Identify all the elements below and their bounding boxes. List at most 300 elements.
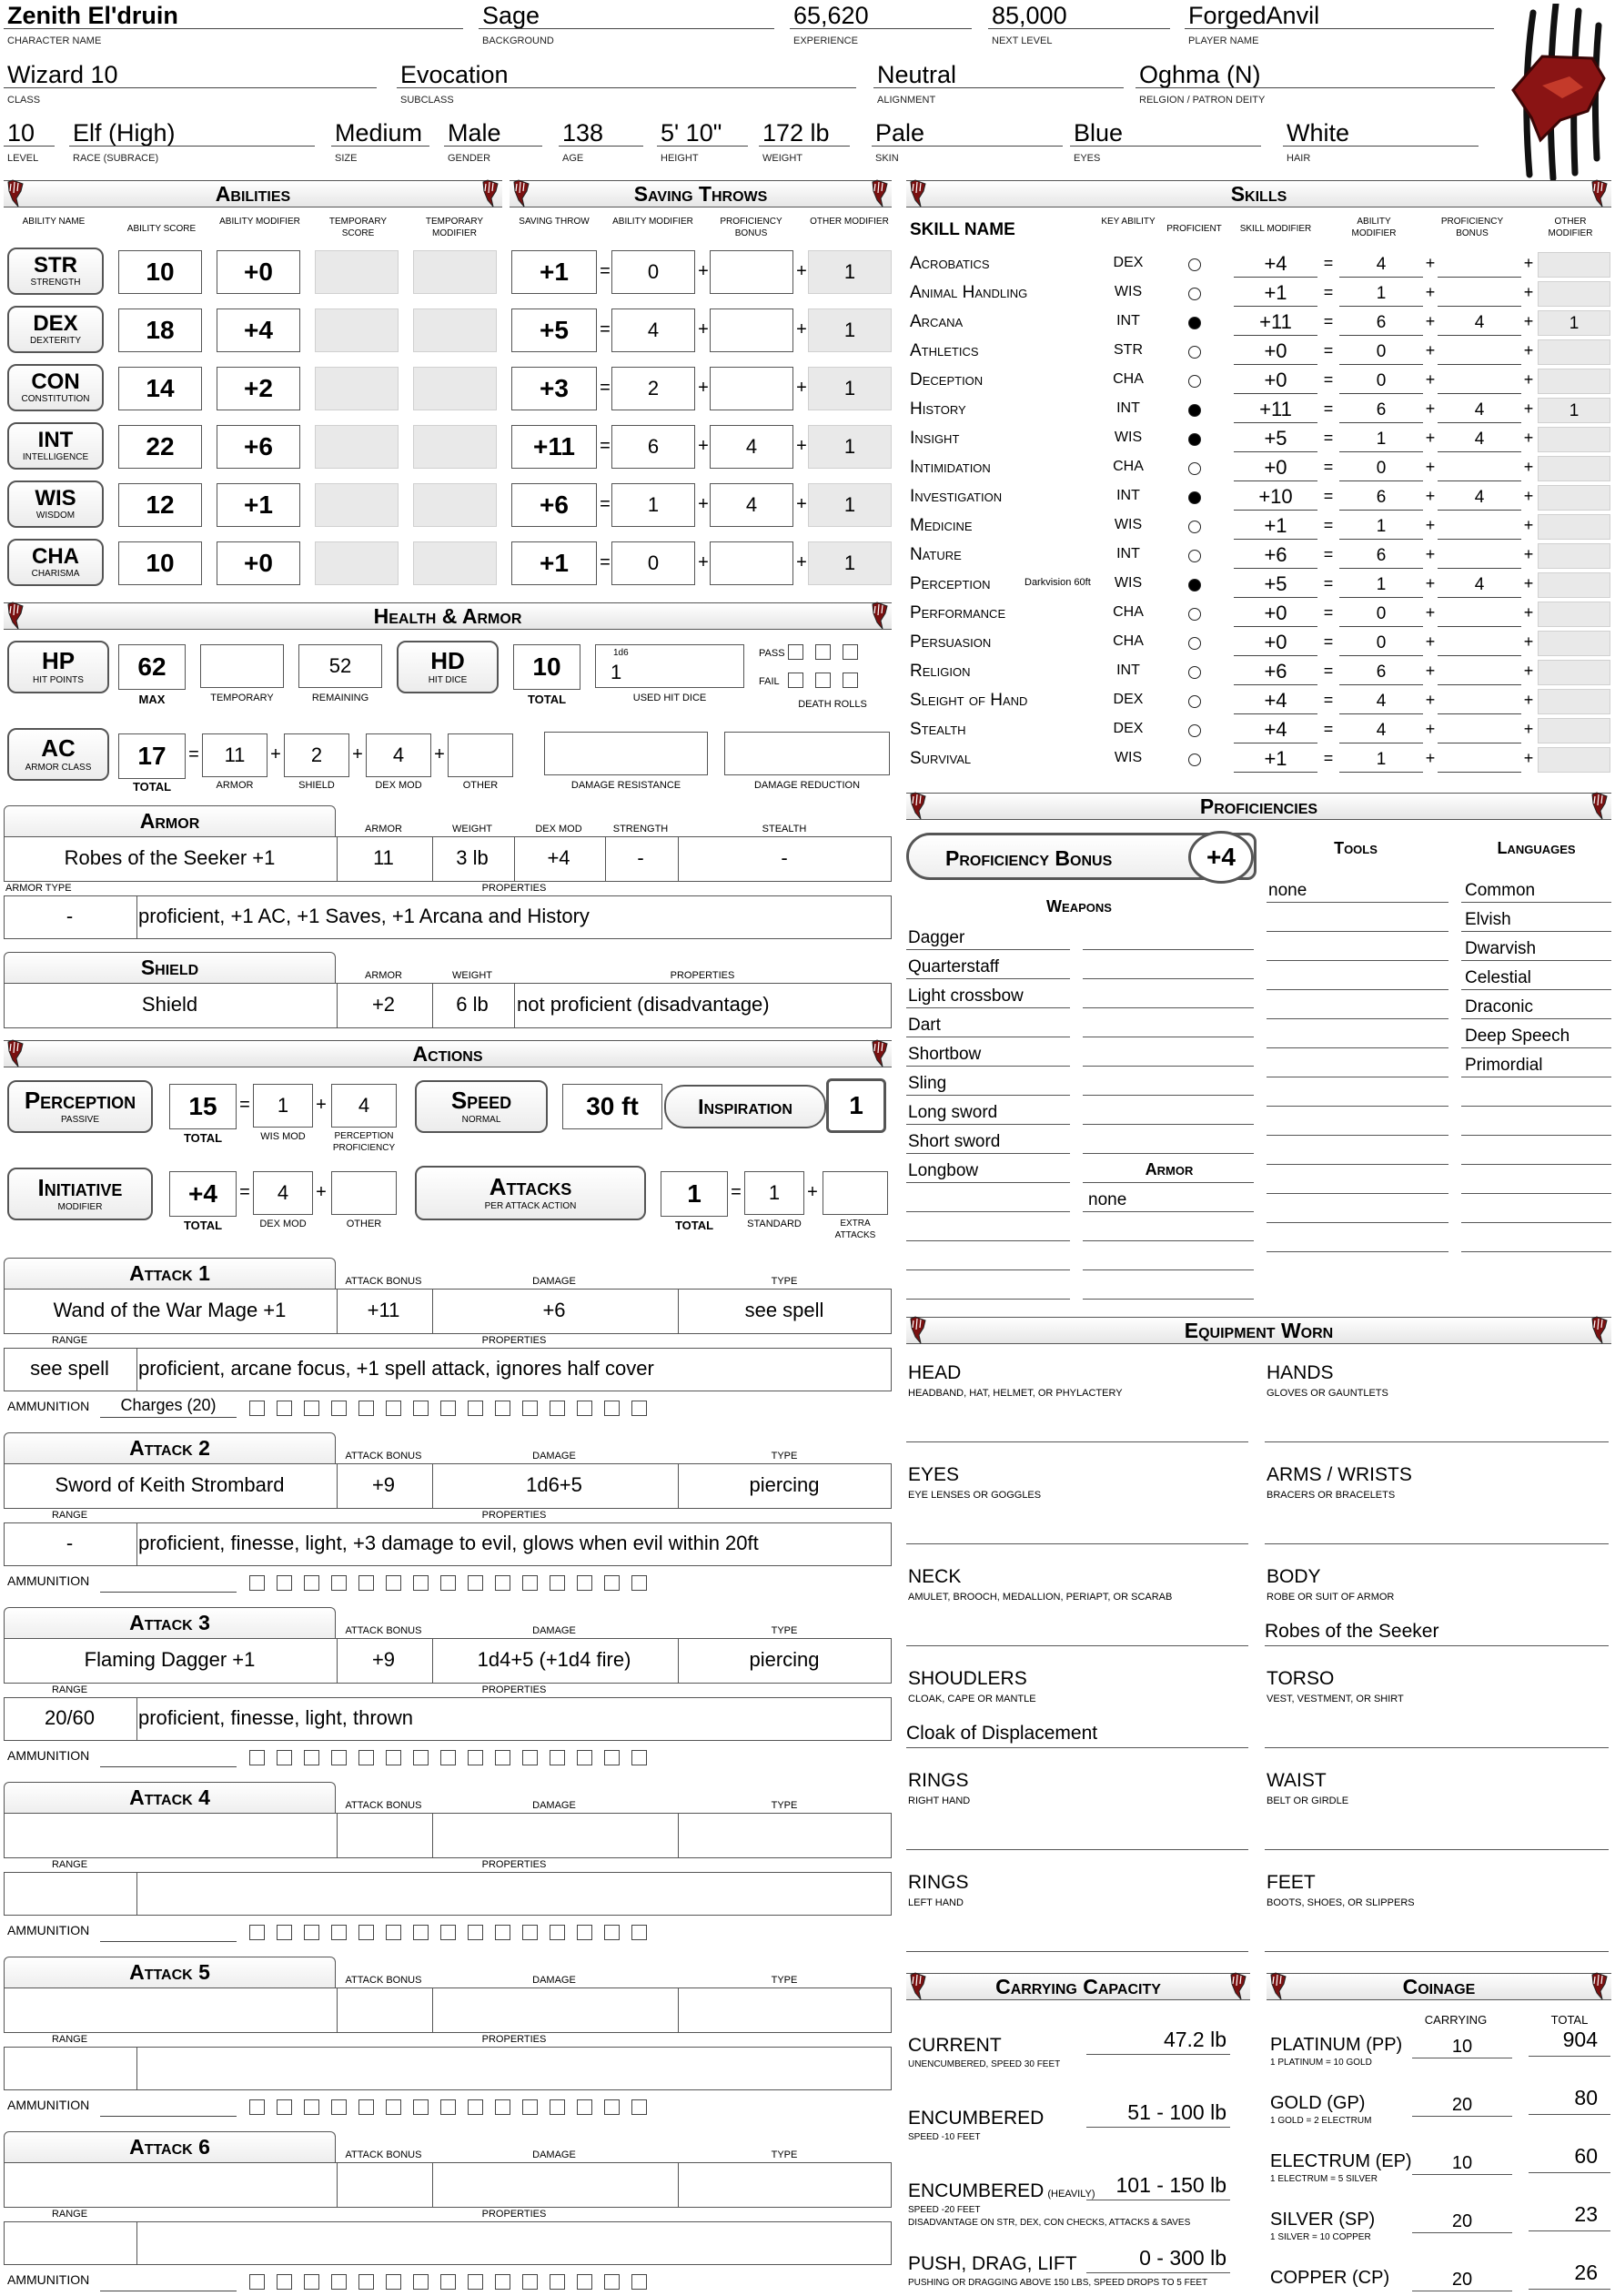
language-line[interactable]: Primordial bbox=[1461, 1056, 1611, 1077]
skin-field[interactable]: Pale bbox=[872, 121, 1063, 147]
eyes-field[interactable]: Blue bbox=[1070, 121, 1261, 147]
equipment-slot-value[interactable] bbox=[906, 1619, 1248, 1646]
ability-modifier[interactable]: +0 bbox=[217, 541, 300, 585]
skill-modifier[interactable]: +0 bbox=[1234, 339, 1317, 365]
skill-modifier[interactable]: +4 bbox=[1234, 718, 1317, 743]
death-pass-boxes[interactable] bbox=[788, 644, 870, 664]
language-line[interactable] bbox=[1461, 1172, 1611, 1194]
attack-bonus-caption: ATTACK BONUS bbox=[345, 1451, 422, 1462]
coin-total[interactable]: 904 bbox=[1529, 2028, 1610, 2057]
attack-row[interactable] bbox=[4, 1988, 892, 2033]
ammunition-checkboxes[interactable] bbox=[249, 2099, 659, 2119]
ability-modifier[interactable]: +4 bbox=[217, 308, 300, 352]
attack-row[interactable] bbox=[4, 2162, 892, 2208]
language-line[interactable] bbox=[1461, 1085, 1611, 1107]
skill-prof-bonus[interactable] bbox=[1438, 747, 1521, 773]
skill-modifier[interactable]: +4 bbox=[1234, 252, 1317, 278]
speed-field[interactable]: 30 ft bbox=[562, 1084, 662, 1129]
armor-prof-line[interactable] bbox=[1083, 1278, 1254, 1300]
weapon-line[interactable]: Quarterstaff bbox=[906, 957, 1070, 979]
temp-modifier[interactable] bbox=[413, 483, 497, 527]
proficient-checkbox[interactable] bbox=[1188, 579, 1201, 592]
armor-prof-line[interactable] bbox=[1083, 1249, 1254, 1270]
coin-carrying[interactable]: 20 bbox=[1412, 2091, 1512, 2117]
coin-total[interactable]: 60 bbox=[1529, 2144, 1610, 2173]
initiative-other-field[interactable] bbox=[331, 1171, 397, 1215]
player-name-field[interactable]: ForgedAnvil bbox=[1185, 4, 1494, 29]
skill-prof-bonus[interactable] bbox=[1438, 252, 1521, 278]
proficient-checkbox[interactable] bbox=[1188, 550, 1201, 562]
language-line[interactable]: Elvish bbox=[1461, 910, 1611, 932]
ac-dex-field[interactable]: 4 bbox=[366, 733, 431, 777]
skill-other-mod[interactable]: 1 bbox=[1538, 398, 1610, 423]
death-fail-boxes[interactable] bbox=[788, 673, 870, 693]
skill-other-mod[interactable] bbox=[1538, 543, 1610, 569]
attacks-total-field[interactable]: 1 bbox=[661, 1171, 728, 1217]
weapon-line-blank[interactable] bbox=[1083, 1103, 1254, 1125]
coin-total[interactable]: 23 bbox=[1529, 2202, 1610, 2231]
temp-score[interactable] bbox=[315, 250, 399, 294]
skill-key-ability: WIS bbox=[1114, 517, 1143, 532]
temp-modifier[interactable] bbox=[413, 367, 497, 410]
skill-prof-bonus[interactable] bbox=[1438, 689, 1521, 714]
equipment-slot-value[interactable] bbox=[906, 1517, 1248, 1544]
equipment-slot-hint: BOOTS, SHOES, OR SLIPPERS bbox=[1267, 1897, 1415, 1908]
attack-damage-caption: DAMAGE bbox=[532, 1975, 576, 1986]
skill-modifier[interactable]: +0 bbox=[1234, 602, 1317, 627]
equipment-slot-value[interactable] bbox=[1265, 1925, 1609, 1952]
save-ability-mod[interactable]: 2 bbox=[611, 367, 695, 410]
armor-prof-line-blank[interactable] bbox=[906, 1219, 1070, 1241]
language-line[interactable]: Celestial bbox=[1461, 968, 1611, 990]
skill-ability-mod[interactable]: 1 bbox=[1339, 514, 1423, 540]
ammunition-checkboxes[interactable] bbox=[249, 1750, 659, 1770]
class-field[interactable]: Wizard 10 bbox=[4, 63, 377, 88]
skill-ability-mod[interactable]: 6 bbox=[1339, 310, 1423, 336]
carry-label-qualifier: (HEAVILY) bbox=[1047, 2189, 1095, 2200]
tool-line[interactable] bbox=[1267, 939, 1448, 961]
coin-total[interactable]: 26 bbox=[1529, 2261, 1610, 2290]
temp-score[interactable] bbox=[315, 425, 399, 469]
skills-header bbox=[906, 180, 1611, 207]
armor-prof-line[interactable]: none bbox=[1083, 1190, 1254, 1212]
skill-modifier[interactable]: +5 bbox=[1234, 427, 1317, 452]
saving-throw-total[interactable]: +5 bbox=[511, 308, 597, 352]
skill-prof-bonus[interactable] bbox=[1438, 514, 1521, 540]
proficiency-bonus-label: Proficiency Bonus bbox=[945, 846, 1113, 870]
equipment-slot-value[interactable]: Robes of the Seeker bbox=[1265, 1619, 1609, 1646]
ability-modifier[interactable]: +0 bbox=[217, 250, 300, 294]
level-field[interactable]: 10 bbox=[4, 121, 55, 147]
proficient-checkbox[interactable] bbox=[1188, 258, 1201, 271]
skill-modifier[interactable]: +1 bbox=[1234, 281, 1317, 307]
skill-prof-bonus[interactable] bbox=[1438, 660, 1521, 685]
tool-line[interactable] bbox=[1267, 1085, 1448, 1107]
saving-throw-total[interactable]: +1 bbox=[511, 541, 597, 585]
proficient-checkbox[interactable] bbox=[1188, 754, 1201, 766]
skill-ability-mod[interactable]: 6 bbox=[1339, 543, 1423, 569]
attacks-standard-field[interactable]: 1 bbox=[744, 1171, 804, 1215]
skill-ability-mod[interactable]: 4 bbox=[1339, 718, 1423, 743]
skill-modifier[interactable]: +10 bbox=[1234, 485, 1317, 511]
save-prof-bonus[interactable]: 4 bbox=[710, 425, 793, 469]
attack-properties-row[interactable] bbox=[4, 1697, 892, 1741]
skill-modifier[interactable]: +0 bbox=[1234, 631, 1317, 656]
proficient-checkbox[interactable] bbox=[1188, 317, 1201, 329]
skill-prof-bonus[interactable]: 4 bbox=[1438, 398, 1521, 423]
save-other-mod[interactable]: 1 bbox=[808, 367, 892, 410]
skill-modifier[interactable]: +1 bbox=[1234, 747, 1317, 773]
tool-line-blank[interactable] bbox=[1267, 1172, 1448, 1194]
alignment-field[interactable]: Neutral bbox=[873, 63, 1124, 88]
hp-max-field[interactable]: 62 bbox=[118, 644, 186, 690]
save-other-mod[interactable]: 1 bbox=[808, 250, 892, 294]
temp-modifier[interactable] bbox=[413, 425, 497, 469]
weapon-line-blank[interactable] bbox=[1083, 1132, 1254, 1154]
weapon-line[interactable]: Longbow bbox=[906, 1161, 1070, 1183]
skill-key-ability: STR bbox=[1114, 342, 1143, 358]
skill-other-mod[interactable] bbox=[1538, 281, 1610, 307]
skill-other-mod[interactable] bbox=[1538, 718, 1610, 743]
save-other-mod[interactable]: 1 bbox=[808, 425, 892, 469]
proficient-checkbox[interactable] bbox=[1188, 375, 1201, 388]
armor-prof-line-blank[interactable] bbox=[906, 1249, 1070, 1270]
proficient-checkbox[interactable] bbox=[1188, 695, 1201, 708]
equipment-slot-label: FEET bbox=[1267, 1872, 1316, 1893]
skill-other-mod[interactable] bbox=[1538, 572, 1610, 598]
skill-ability-mod[interactable]: 0 bbox=[1339, 631, 1423, 656]
damage-reduction-field[interactable] bbox=[724, 732, 890, 775]
skill-ability-mod[interactable]: 6 bbox=[1339, 660, 1423, 685]
proficient-checkbox[interactable] bbox=[1188, 491, 1201, 504]
equals-sign: = bbox=[1323, 545, 1334, 563]
ability-modifier[interactable]: +6 bbox=[217, 425, 300, 469]
proficient-checkbox[interactable] bbox=[1188, 288, 1201, 300]
armor-prof-line-blank[interactable] bbox=[906, 1190, 1070, 1212]
skill-other-mod[interactable] bbox=[1538, 631, 1610, 656]
proficient-checkbox[interactable] bbox=[1188, 608, 1201, 621]
col-ability-score: ABILITY SCORE bbox=[126, 224, 197, 234]
skill-ability-mod[interactable]: 1 bbox=[1339, 427, 1423, 452]
skill-modifier[interactable]: +1 bbox=[1234, 514, 1317, 540]
skill-modifier[interactable]: +5 bbox=[1234, 572, 1317, 598]
attack-bonus-caption: ATTACK BONUS bbox=[345, 2149, 422, 2160]
skill-prof-bonus[interactable]: 4 bbox=[1438, 572, 1521, 598]
ac-total-field[interactable]: 17 bbox=[118, 733, 186, 779]
equipment-slot-value[interactable] bbox=[906, 1925, 1248, 1952]
proficient-checkbox[interactable] bbox=[1188, 666, 1201, 679]
language-line[interactable]: Dwarvish bbox=[1461, 939, 1611, 961]
equipment-slot-value[interactable] bbox=[906, 1823, 1248, 1850]
skill-other-mod[interactable] bbox=[1538, 369, 1610, 394]
ammunition-field[interactable] bbox=[100, 2095, 237, 2117]
saving-throw-total[interactable]: +3 bbox=[511, 367, 597, 410]
skill-prof-bonus[interactable] bbox=[1438, 718, 1521, 743]
save-prof-bonus[interactable] bbox=[710, 250, 793, 294]
skill-name: Insight bbox=[910, 429, 960, 448]
height-field[interactable]: 5' 10" bbox=[657, 121, 748, 147]
save-ability-mod[interactable]: 6 bbox=[611, 425, 695, 469]
skill-prof-bonus[interactable]: 4 bbox=[1438, 485, 1521, 511]
tool-line-blank[interactable] bbox=[1267, 1114, 1448, 1136]
proficient-checkbox[interactable] bbox=[1188, 346, 1201, 359]
age-field[interactable]: 138 bbox=[559, 121, 643, 147]
skill-ability-mod[interactable]: 1 bbox=[1339, 281, 1423, 307]
save-prof-bonus[interactable] bbox=[710, 541, 793, 585]
skill-other-mod[interactable] bbox=[1538, 689, 1610, 714]
initiative-sublabel: MODIFIER bbox=[57, 1202, 103, 1212]
skill-other-mod[interactable] bbox=[1538, 456, 1610, 481]
armor-prof-line[interactable] bbox=[1083, 1219, 1254, 1241]
attacks-extra-field[interactable] bbox=[823, 1171, 888, 1215]
save-ability-mod[interactable]: 4 bbox=[611, 308, 695, 352]
weapon-line-blank[interactable] bbox=[1083, 1016, 1254, 1037]
carry-value[interactable]: 51 - 100 lb bbox=[1086, 2100, 1230, 2128]
skill-prof-bonus[interactable] bbox=[1438, 281, 1521, 307]
plus-sign: + bbox=[698, 436, 709, 456]
save-prof-bonus[interactable] bbox=[710, 308, 793, 352]
language-line[interactable]: Common bbox=[1461, 881, 1611, 903]
skill-modifier[interactable]: +0 bbox=[1234, 456, 1317, 481]
equipment-slot-value[interactable]: Cloak of Displacement bbox=[906, 1721, 1248, 1748]
skill-ability-mod[interactable]: 0 bbox=[1339, 602, 1423, 627]
race-field[interactable]: Elf (High) bbox=[69, 121, 315, 147]
skill-other-mod[interactable] bbox=[1538, 514, 1610, 540]
save-ability-mod[interactable]: 0 bbox=[611, 250, 695, 294]
ability-score[interactable]: 12 bbox=[118, 483, 202, 527]
equipment-slot-value[interactable] bbox=[1265, 1721, 1609, 1748]
skill-ability-mod[interactable]: 0 bbox=[1339, 456, 1423, 481]
ammunition-field[interactable] bbox=[100, 1745, 237, 1767]
coin-carrying[interactable]: 20 bbox=[1412, 2208, 1512, 2233]
armor-prof-line-blank[interactable] bbox=[906, 1278, 1070, 1300]
proficient-checkbox[interactable] bbox=[1188, 521, 1201, 533]
ability-score[interactable]: 14 bbox=[118, 367, 202, 410]
proficient-checkbox[interactable] bbox=[1188, 724, 1201, 737]
equipment-slot-value[interactable] bbox=[906, 1415, 1248, 1442]
skill-ability-mod[interactable]: 6 bbox=[1339, 398, 1423, 423]
gender-field[interactable]: Male bbox=[444, 121, 542, 147]
skill-prof-bonus[interactable]: 4 bbox=[1438, 310, 1521, 336]
skill-prof-bonus[interactable]: 4 bbox=[1438, 427, 1521, 452]
skill-ability-mod[interactable]: 1 bbox=[1339, 572, 1423, 598]
tool-line[interactable] bbox=[1267, 997, 1448, 1019]
save-other-mod[interactable]: 1 bbox=[808, 483, 892, 527]
subclass-field[interactable]: Evocation bbox=[397, 63, 856, 88]
plus-sign: + bbox=[1523, 545, 1534, 563]
background-field[interactable]: Sage bbox=[479, 4, 774, 29]
weapon-line-blank[interactable] bbox=[1083, 1045, 1254, 1067]
carry-value[interactable]: 101 - 150 lb bbox=[1086, 2173, 1230, 2200]
initiative-total-field[interactable]: +4 bbox=[169, 1171, 237, 1217]
ac-shield-field[interactable]: 2 bbox=[284, 733, 349, 777]
next-level-field[interactable]: 85,000 bbox=[988, 4, 1170, 29]
skill-modifier[interactable]: +11 bbox=[1234, 398, 1317, 423]
skill-prof-bonus[interactable] bbox=[1438, 543, 1521, 569]
ammunition-field[interactable] bbox=[100, 1571, 237, 1593]
tool-line[interactable] bbox=[1267, 1056, 1448, 1077]
skill-prof-bonus[interactable] bbox=[1438, 339, 1521, 365]
skill-other-mod[interactable] bbox=[1538, 485, 1610, 511]
ammunition-field[interactable] bbox=[100, 1920, 237, 1942]
character-name-field[interactable]: Zenith El'druin bbox=[4, 4, 463, 29]
passive-perception-field[interactable]: 15 bbox=[169, 1084, 237, 1129]
hp-temporary-field[interactable] bbox=[200, 644, 284, 688]
save-ability-mod[interactable]: 1 bbox=[611, 483, 695, 527]
weapon-line[interactable]: Dagger bbox=[906, 928, 1070, 950]
weapon-line-blank[interactable] bbox=[1083, 986, 1254, 1008]
language-line[interactable] bbox=[1461, 1230, 1611, 1252]
weapon-line-blank[interactable] bbox=[1083, 1074, 1254, 1096]
ability-modifier[interactable]: +1 bbox=[217, 483, 300, 527]
attack-row[interactable] bbox=[4, 1813, 892, 1858]
skill-ability-mod[interactable]: 0 bbox=[1339, 339, 1423, 365]
language-line[interactable]: Deep Speech bbox=[1461, 1027, 1611, 1048]
saving-throw-total[interactable]: +1 bbox=[511, 250, 597, 294]
proficient-checkbox[interactable] bbox=[1188, 433, 1201, 446]
skill-prof-bonus[interactable] bbox=[1438, 369, 1521, 394]
weapon-line[interactable]: Dart bbox=[906, 1016, 1070, 1037]
tool-line-blank[interactable] bbox=[1267, 1201, 1448, 1223]
temp-score[interactable] bbox=[315, 483, 399, 527]
skill-modifier[interactable]: +6 bbox=[1234, 543, 1317, 569]
ammunition-checkboxes[interactable] bbox=[249, 2274, 659, 2294]
size-field[interactable]: Medium bbox=[331, 121, 429, 147]
tool-line[interactable] bbox=[1267, 1027, 1448, 1048]
temp-score[interactable] bbox=[315, 367, 399, 410]
tool-line-blank[interactable] bbox=[1267, 1143, 1448, 1165]
skill-ability-mod[interactable]: 4 bbox=[1339, 689, 1423, 714]
skill-modifier[interactable]: +6 bbox=[1234, 660, 1317, 685]
skill-other-mod[interactable] bbox=[1538, 252, 1610, 278]
skill-prof-bonus[interactable] bbox=[1438, 631, 1521, 656]
weapon-line[interactable]: Light crossbow bbox=[906, 986, 1070, 1008]
hair-field[interactable]: White bbox=[1283, 121, 1479, 147]
weapon-line[interactable]: Sling bbox=[906, 1074, 1070, 1096]
skill-other-mod[interactable] bbox=[1538, 339, 1610, 365]
skill-other-mod[interactable] bbox=[1538, 747, 1610, 773]
save-prof-bonus[interactable]: 4 bbox=[710, 483, 793, 527]
skill-modifier[interactable]: +11 bbox=[1234, 310, 1317, 336]
skill-ability-mod[interactable]: 6 bbox=[1339, 485, 1423, 511]
save-other-mod[interactable]: 1 bbox=[808, 308, 892, 352]
skill-other-mod[interactable]: 1 bbox=[1538, 310, 1610, 336]
save-prof-bonus[interactable] bbox=[710, 367, 793, 410]
temp-modifier[interactable] bbox=[413, 250, 497, 294]
gender-label: GENDER bbox=[448, 153, 491, 164]
carry-value[interactable]: 0 - 300 lb bbox=[1086, 2246, 1230, 2273]
inspiration-field[interactable]: 1 bbox=[826, 1078, 886, 1133]
carry-value[interactable]: 47.2 lb bbox=[1086, 2028, 1230, 2055]
coin-carrying[interactable]: 10 bbox=[1412, 2033, 1512, 2058]
skill-prof-bonus[interactable] bbox=[1438, 602, 1521, 627]
equipment-slot-value[interactable] bbox=[1265, 1823, 1609, 1850]
experience-field[interactable]: 65,620 bbox=[790, 4, 972, 29]
proficient-checkbox[interactable] bbox=[1188, 462, 1201, 475]
coin-carrying[interactable]: 10 bbox=[1412, 2149, 1512, 2175]
proficient-checkbox[interactable] bbox=[1188, 637, 1201, 650]
temp-score[interactable] bbox=[315, 541, 399, 585]
language-line[interactable] bbox=[1461, 1114, 1611, 1136]
language-line[interactable] bbox=[1461, 1201, 1611, 1223]
ammunition-field[interactable] bbox=[100, 2270, 237, 2291]
plus-sign: + bbox=[1523, 283, 1534, 301]
saving-throw-total[interactable]: +11 bbox=[511, 425, 597, 469]
weapon-line-blank[interactable] bbox=[1083, 1161, 1254, 1183]
weapon-line[interactable]: Shortbow bbox=[906, 1045, 1070, 1067]
save-ability-mod[interactable]: 0 bbox=[611, 541, 695, 585]
temp-score[interactable] bbox=[315, 308, 399, 352]
weapon-line-blank[interactable] bbox=[1083, 957, 1254, 979]
temp-modifier[interactable] bbox=[413, 308, 497, 352]
skill-ability-mod[interactable]: 1 bbox=[1339, 747, 1423, 773]
ability-score[interactable]: 18 bbox=[118, 308, 202, 352]
tool-line-blank[interactable] bbox=[1267, 1230, 1448, 1252]
coin-carrying[interactable]: 20 bbox=[1412, 2266, 1512, 2291]
weapon-line-blank[interactable] bbox=[1083, 928, 1254, 950]
weapon-line[interactable]: Long sword bbox=[906, 1103, 1070, 1125]
language-line[interactable]: Draconic bbox=[1461, 997, 1611, 1019]
ability-modifier[interactable]: +2 bbox=[217, 367, 300, 410]
perception-wis-field[interactable]: 1 bbox=[253, 1084, 313, 1128]
skill-ability-mod[interactable]: 0 bbox=[1339, 369, 1423, 394]
hd-total-field[interactable]: 10 bbox=[513, 644, 580, 690]
ammunition-checkboxes[interactable] bbox=[249, 1401, 659, 1421]
ac-armor-field[interactable]: 11 bbox=[202, 733, 267, 777]
saving-throw-total[interactable]: +6 bbox=[511, 483, 597, 527]
equipment-slot-value[interactable] bbox=[1265, 1517, 1609, 1544]
religion-field[interactable]: Oghma (N) bbox=[1136, 63, 1495, 88]
ability-score[interactable]: 22 bbox=[118, 425, 202, 469]
ability-score[interactable]: 10 bbox=[118, 541, 202, 585]
damage-resistance-field[interactable] bbox=[544, 732, 708, 775]
skill-other-mod[interactable] bbox=[1538, 660, 1610, 685]
proficient-checkbox[interactable] bbox=[1188, 404, 1201, 417]
skill-prof-bonus[interactable] bbox=[1438, 456, 1521, 481]
tool-line[interactable]: none bbox=[1267, 881, 1448, 903]
attack-properties-row[interactable] bbox=[4, 1872, 892, 1916]
ability-score[interactable]: 10 bbox=[118, 250, 202, 294]
ac-other-field[interactable] bbox=[448, 733, 513, 777]
language-line[interactable] bbox=[1461, 1143, 1611, 1165]
initiative-dex-field[interactable]: 4 bbox=[253, 1171, 313, 1215]
attack-properties-row[interactable] bbox=[4, 2221, 892, 2265]
skill-other-mod[interactable] bbox=[1538, 602, 1610, 627]
weight-field[interactable]: 172 lb bbox=[759, 121, 850, 147]
coin-total[interactable]: 80 bbox=[1529, 2086, 1610, 2115]
save-other-mod[interactable]: 1 bbox=[808, 541, 892, 585]
temp-modifier[interactable] bbox=[413, 541, 497, 585]
equipment-slot-value[interactable] bbox=[1265, 1415, 1609, 1442]
skill-modifier[interactable]: +4 bbox=[1234, 689, 1317, 714]
skill-other-mod[interactable] bbox=[1538, 427, 1610, 452]
proficiency-bonus-value[interactable]: +4 bbox=[1188, 831, 1254, 884]
skill-ability-mod[interactable]: 4 bbox=[1339, 252, 1423, 278]
tool-line[interactable] bbox=[1267, 968, 1448, 990]
ammunition-checkboxes[interactable] bbox=[249, 1925, 659, 1945]
tool-line[interactable] bbox=[1267, 910, 1448, 932]
perception-prof-field[interactable]: 4 bbox=[331, 1084, 397, 1128]
weapon-line[interactable]: Short sword bbox=[906, 1132, 1070, 1154]
ability-full-name: STRENGTH bbox=[30, 278, 81, 288]
skill-key-ability: DEX bbox=[1113, 692, 1144, 707]
plus-sign: + bbox=[1425, 312, 1436, 330]
attack-properties-row[interactable] bbox=[4, 2047, 892, 2090]
ammunition-checkboxes[interactable] bbox=[249, 1575, 659, 1595]
skill-modifier[interactable]: +0 bbox=[1234, 369, 1317, 394]
hp-remaining-field[interactable]: 52 bbox=[298, 644, 382, 688]
ammunition-field[interactable]: Charges (20) bbox=[100, 1396, 237, 1418]
